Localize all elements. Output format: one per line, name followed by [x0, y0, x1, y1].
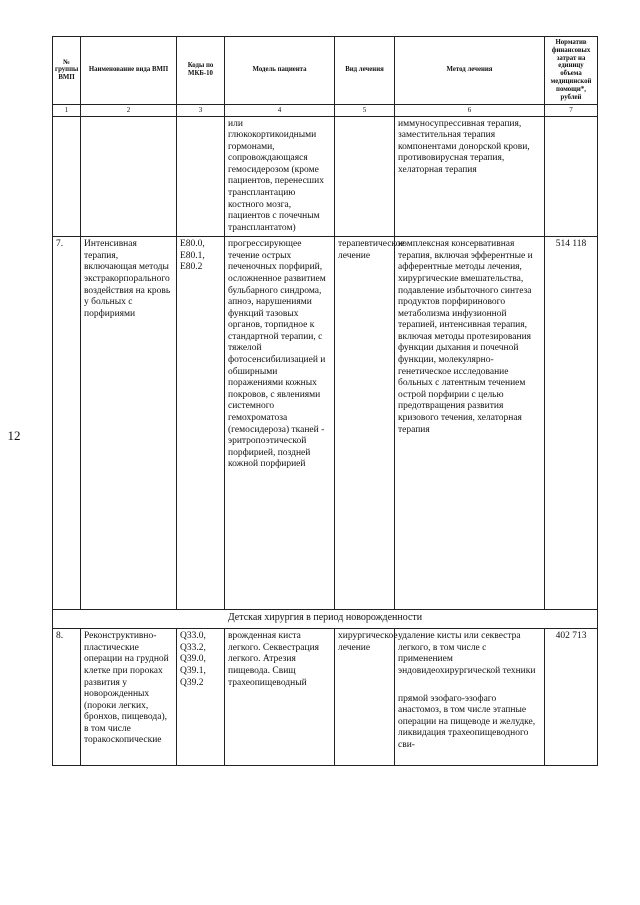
vmp-name-cell: Реконструктивно-пластические операции на грудной клетке при пороках развития у новорожденных (пороки легких, бронхов, пищевода), в том числе торакоскопические: [81, 629, 177, 766]
header-patient-model: Модель пациента: [225, 37, 335, 105]
section-title: Детская хирургия в период новорожденности: [53, 610, 598, 629]
column-index: 2: [81, 104, 177, 116]
table-header-row: [53, 37, 598, 105]
vmp-name-cell: Интенсивная терапия, включающая методы экстракорпорального воздействия на кровь у больных с порфириями: [81, 237, 177, 610]
icd-codes-cell: E80.0, E80.1, E80.2: [177, 237, 225, 610]
page-number: 12: [7, 428, 21, 443]
patient-model-cell: врожденная киста легкого. Секвестрация легкого. Атрезия пищевода. Свищ трахеопищеводный: [225, 629, 335, 766]
header-treatment-type: Вид лечения: [335, 37, 395, 105]
treatment-method-cell: комплексная консервативная терапия, включая эфферентные и афферентные методы лечения, хирургические вмешательства, подавление избыточного синтеза продуктов порфиринового метаболизма инфузионной терапией, интенсивная терапия, включая методы протезирования функции дыхания и почечной функции, молекулярно-генетическое исследование больных с латентным течением острой порфирии с целью предотвращения развития кризового течения, хелаторная терапия: [395, 237, 545, 610]
table-row-continuation: [53, 116, 598, 237]
vmp-table-wrapper: [52, 36, 597, 826]
treatment-type-cell: терапевтическое лечение: [335, 237, 395, 610]
treatment-method-cell: иммуносупрессивная терапия, заместительная терапия компонентами донорской крови, противовирусная терапия, хелаторная терапия: [395, 116, 545, 237]
treatment-type-cell: хирургическое лечение: [335, 629, 395, 766]
column-index-row: [53, 104, 598, 116]
vmp-table: [52, 36, 598, 766]
table-row-8: [53, 629, 598, 766]
column-index: 1: [53, 104, 81, 116]
header-treatment-method: Метод лечения: [395, 37, 545, 105]
header-icd-codes: Коды по МКБ-10: [177, 37, 225, 105]
treatment-method-cell: [395, 629, 545, 766]
group-number-cell: 7.: [53, 237, 81, 610]
column-index: 3: [177, 104, 225, 116]
treatment-method-part-2: прямой эзофаго-эзофаго анастомоз, в том числе этапные операции на пищеводе и желудке, ликвидация трахеопищеводного сви-: [398, 693, 536, 750]
treatment-method-part-1: удаление кисты или секвестра легкого, в том числе с применением эндовидеохирургической техники: [398, 631, 536, 677]
column-index: 4: [225, 104, 335, 116]
icd-codes-cell: Q33.0, Q33.2, Q39.0, Q39.1, Q39.2: [177, 629, 225, 766]
header-cost-norm: Норматив финансовых затрат на единицу объема медицинской помощи*, рублей: [545, 37, 598, 105]
cost-norm-cell: 514 118: [545, 237, 598, 610]
column-index: 7: [545, 104, 598, 116]
table-row-7: [53, 237, 598, 610]
header-group-number: № группы ВМП: [53, 37, 81, 105]
column-index: 5: [335, 104, 395, 116]
group-number-cell: 8.: [53, 629, 81, 766]
patient-model-cell: прогрессирующее течение острых печеночных порфирий, осложненное развитием бульбарного синдрома, апноэ, нарушениями функций тазовых органов, торпидное к стандартной терапии, с тяжелой фотосенсибилизацией и обширными поражениями кожных покровов, с явлениями системного гемохроматоза (гемосидероза) тканей - эритропоэтической порфирией, поздней кожной порфирией: [225, 237, 335, 610]
section-header-row: [53, 610, 598, 629]
header-vmp-name: Наименование вида ВМП: [81, 37, 177, 105]
cost-norm-cell: 402 713: [545, 629, 598, 766]
patient-model-cell: или глюкокортикоидными гормонами, сопровождающаяся гемосидерозом (кроме пациентов, перенесших трансплантацию костного мозга, пациентов с почечным трансплантатом): [225, 116, 335, 237]
column-index: 6: [395, 104, 545, 116]
